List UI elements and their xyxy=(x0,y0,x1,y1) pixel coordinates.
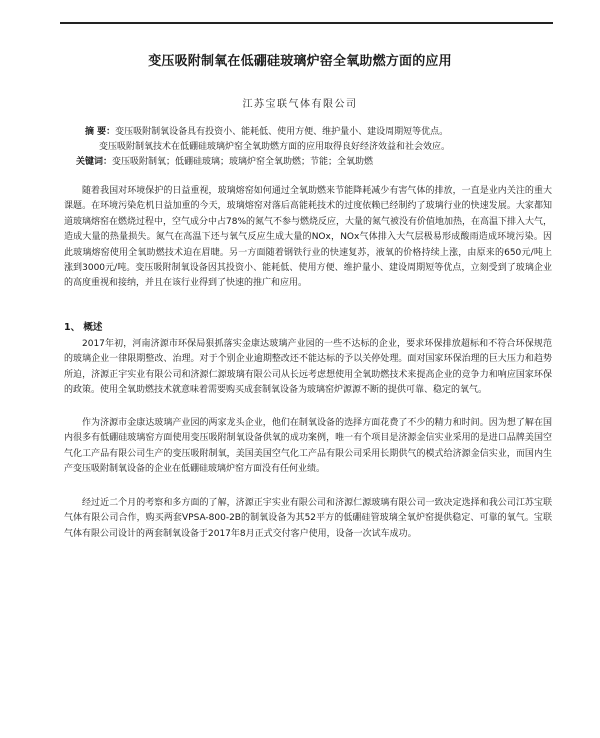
section-1-paragraph-3 xyxy=(64,496,552,542)
section-1-heading: 1、 概述 xyxy=(64,322,103,333)
section-1-paragraph-2 xyxy=(64,416,552,478)
abstract-label: 摘 要： xyxy=(85,127,116,137)
intro-paragraph xyxy=(64,184,552,292)
keywords-line xyxy=(76,155,546,170)
abstract-text-1: 变压吸附制氧设备具有投资小、能耗低、使用方便、维护量小、建设周期短等优点。 xyxy=(115,127,449,137)
abstract-line-1 xyxy=(85,125,555,140)
keywords-text: 变压吸附制氧；低硼硅玻璃；玻璃炉窑全氧助燃；节能；全氧助燃 xyxy=(112,157,374,167)
section-1-text-3: 经过近二个月的考察和多方面的了解，济源正宇实业有限公司和济源仁源玻璃有限公司一致决定选择和我公司江苏宝联气体有限公司合作，购买两套VPSA-800-2B的制氧设备为其52平方的低硼硅管玻璃全氧炉窑提供稳定、可靠的氧气。宝联气体有限公司设计的两套制氧设备于2017年8月正式交付客户使用，设备一次试车成功。 xyxy=(64,498,552,539)
intro-text: 随着我国对环境保护的日益重视，玻璃熔窑如何通过全氧助燃来节能降耗减少有害气体的排放，一直是业内关注的重大课题。在环境污染危机日益加重的今天，玻璃熔窑对落后高能耗技术的过度依赖已经制约了玻璃行业的快速发展。大家都知道玻璃熔窑在燃烧过程中，空气成分中占78%的氮气不参与燃烧反应，大量的氮气被没有价值地加热，在高温下排入大气，造成大量的热量损失。氮气在高温下还与氧气反应生成大量的NOx，NOx气体排入大气层极易形成酸雨造成环境污染。因此玻璃熔窑使用全氧助燃技术迫在眉睫。另一方面随着钢铁行业的快速复苏，液氧的价格持续上涨，由原来的650元/吨上涨到3000元/吨。变压吸附制氧设备因其投资小、能耗低、使用方便、维护量小、建设周期短等优点，立刻受到了玻璃企业的高度重视和接纳，并且在该行业得到了快速的推广和应用。 xyxy=(64,186,553,289)
keywords-label: 关键词： xyxy=(76,157,113,167)
section-1-paragraph-1 xyxy=(64,337,552,399)
header-rule xyxy=(60,22,553,24)
section-1-text-2: 作为济源市金康达玻璃产业园的两家龙头企业，他们在制氧设备的选择方面花费了不少的精力和时间。因为想了解在国内很多有低硼硅玻璃窑方面使用变压吸附制氧设备供氧的成功案例，唯一有个项目是济源金信实业采用的是进口品牌美国空气化工产品有限公司生产的变压吸附制氧，美国美国空气化工产品有限公司采用长期供气的模式给济源金信实业，而国内生产变压吸附制氧设备的企业在低硼硅玻璃炉窑方面没有任何业绩。 xyxy=(64,418,552,475)
abstract-line-2 xyxy=(99,140,569,155)
section-1-text-1: 2017年初，河南济源市环保局狠抓落实金康达玻璃产业园的一些不达标的企业，要求环保排放超标和不符合环保规范的玻璃企业一律限期整改、治理。对于个别企业逾期整改还不能达标的予以关停处理。面对国家环保治理的巨大压力和趋势所迫，济源正宇实业有限公司和济源仁源玻璃有限公司从长远考虑想使用全氧助燃技术来提高企业的竞争力和响应国家环保的政策。使用全氧助燃技术就意味着需要购买成套制氧设备为玻璃窑炉源源不断的提供可靠、稳定的氧气。 xyxy=(64,339,552,396)
paper-title: 变压吸附制氧在低硼硅玻璃炉窑全氧助燃方面的应用 xyxy=(148,54,452,69)
author-organization: 江苏宝联气体有限公司 xyxy=(242,99,358,110)
abstract-text-2: 变压吸附制氧技术在低硼硅玻璃炉窑全氧助燃方面的应用取得良好经济效益和社会效应。 xyxy=(99,142,451,152)
